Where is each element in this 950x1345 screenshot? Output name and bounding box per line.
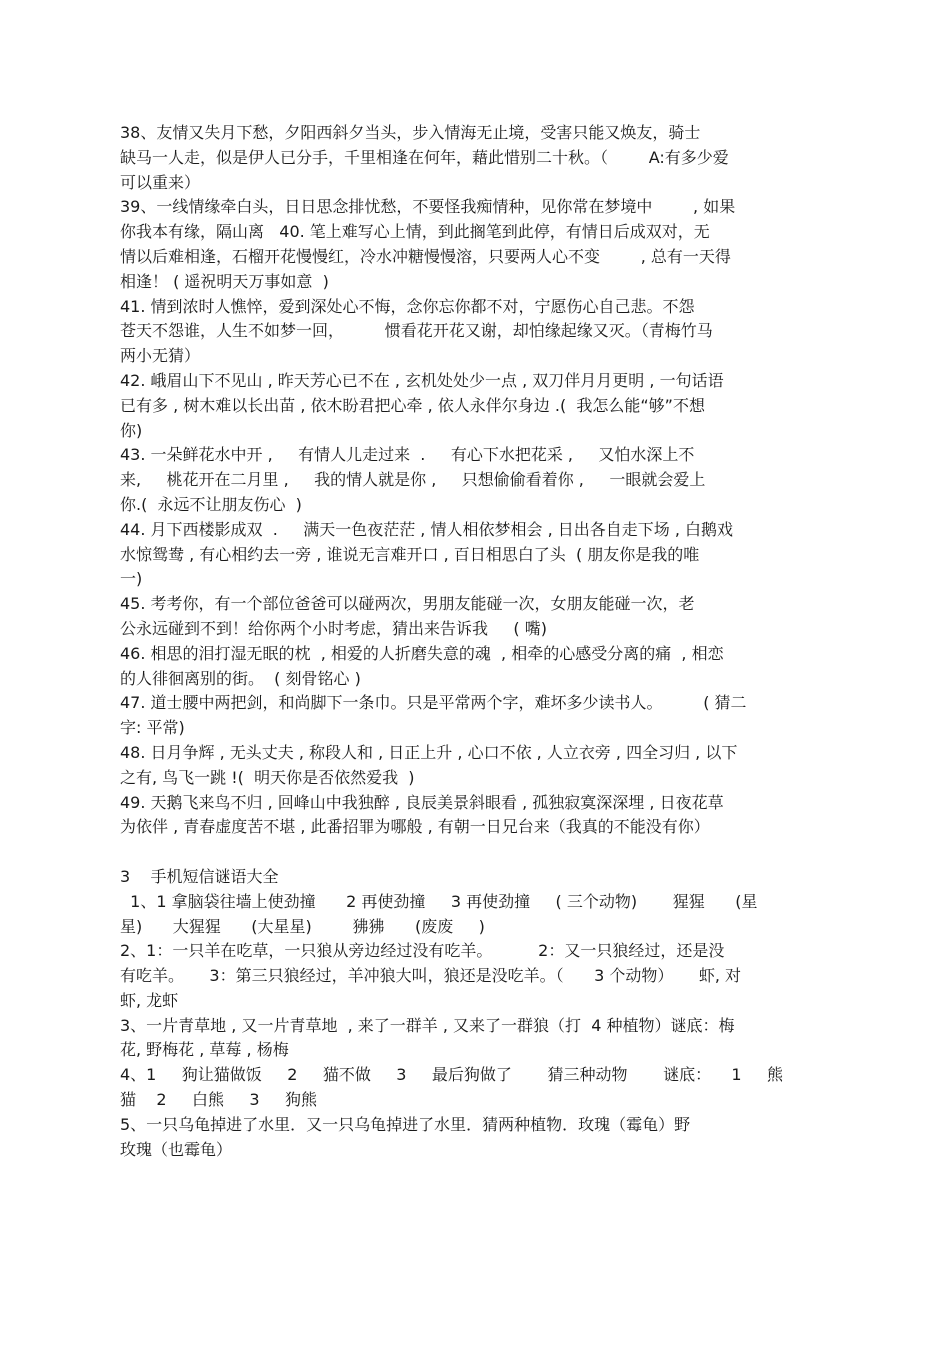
text-line: 42. 峨眉山下不见山 , 昨天芳心已不在 , 玄机处处少一点 , 双刀伴月月更明 , 一句话语 <box>120 370 724 390</box>
text-line: 花, 野梅花 , 草莓 , 杨梅 <box>120 1040 289 1060</box>
text-line: 48. 日月争辉 , 无头丈夫 , 称段人和 , 日正上升 , 心口不依 , 人立衣旁 , 四全习归 , 以下 <box>120 742 738 762</box>
text-line: 一) <box>120 569 143 589</box>
text-line: 39、一线情缘牵白头，日日思念排忧愁，不要怪我痴情种，见你常在梦境中 , 如果 <box>120 197 736 217</box>
text-line: 有吃羊。 3：第三只狼经过，羊冲狼大叫，狼还是没吃羊。（ 3 个动物） 虾, 对 <box>120 966 741 986</box>
text-line: 猫 2 白熊 3 狗熊 <box>120 1090 317 1110</box>
text-line: 4、1 狗让猫做饭 2 猫不做 3 最后狗做了 猜三种动物 谜底： 1 熊 <box>120 1065 784 1085</box>
text-line: 5、一只乌龟掉进了水里．又一只乌龟掉进了水里．猜两种植物．玫瑰（霉龟）野 <box>120 1114 691 1134</box>
text-line: 已有多 , 树木难以长出苗 , 依木盼君把心牵 , 依人永伴尔身边 .( 我怎么能“够”不想 <box>120 395 705 415</box>
text-line: 水惊鸳鸯 , 有心相约去一旁 , 谁说无言难开口 , 百日相思白了头 ( 朋友你是我的唯 <box>120 544 700 564</box>
text-line: 43. 一朵鲜花水中开 , 有情人儿走过来 . 有心下水把花采 , 又怕水深上不 <box>120 445 695 465</box>
sms-riddles-section <box>120 865 820 1163</box>
riddles-section-38-49 <box>120 121 820 840</box>
section-heading: 3 手机短信谜语大全 <box>120 866 279 886</box>
text-line: 苍天不怨谁，人生不如梦一回， 惯看花开花又谢，却怕缘起缘又灭。（青梅竹马 <box>120 321 713 341</box>
paragraph-gap <box>120 840 820 865</box>
text-line: 你我本有缘，隔山离 40. 笔上难写心上情，到此搁笔到此停，有情日后成双对，无 <box>120 222 710 242</box>
text-line: 44. 月下西楼影成双 . 满天一色夜茫茫 , 情人相依梦相会 , 日出各自走下场 , 白鹅戏 <box>120 519 733 539</box>
text-line: 之有, 鸟飞一跳 !( 明天你是否依然爱我 ) <box>120 767 415 787</box>
text-line: 虾, 龙虾 <box>120 990 179 1010</box>
text-line: 3、一片青草地 , 又一片青草地 , 来了一群羊 , 又来了一群狼（打 4 种植物）谜底：梅 <box>120 1015 735 1035</box>
text-line: 46. 相思的泪打湿无眠的枕 , 相爱的人折磨失意的魂 , 相牵的心感受分离的痛 , 相恋 <box>120 643 724 663</box>
text-line: 45. 考考你，有一个部位爸爸可以碰两次，男朋友能碰一次，女朋友能碰一次，老 <box>120 594 695 614</box>
text-line: 为依伴 , 青春虚度苦不堪 , 此番招罪为哪般 , 有朝一日兄台来（我真的不能没有你） <box>120 817 710 837</box>
text-line: 可以重来） <box>120 172 201 192</box>
text-line: 49. 天鹅飞来鸟不归 , 回峰山中我独醉 , 良辰美景斜眼看 , 孤独寂寞深深埋 , 日夜花草 <box>120 792 724 812</box>
text-line: 公永远碰到不到！给你两个小时考虑，猜出来告诉我 ( 嘴) <box>120 618 548 638</box>
text-line: 你) <box>120 420 143 440</box>
text-line: 两小无猜） <box>120 346 201 366</box>
text-line: 47. 道士腰中两把剑，和尚脚下一条巾。只是平常两个字，难坏多少读书人。 ( 猜二 <box>120 693 747 713</box>
text-line: 情以后难相逢，石榴开花慢慢红，冷水冲糖慢慢溶，只要两人心不变 , 总有一天得 <box>120 246 731 266</box>
text-line: 你.( 永远不让朋友伤心 ) <box>120 494 302 514</box>
text-line: 来, 桃花开在二月里 , 我的情人就是你 , 只想偷偷看着你 , 一眼就会爱上 <box>120 470 706 490</box>
text-line: 玫瑰（也霉龟） <box>120 1139 233 1159</box>
text-line: 字: 平常) <box>120 718 185 738</box>
text-line: 1、1 拿脑袋往墙上使劲撞 2 再使劲撞 3 再使劲撞 ( 三个动物) 猩猩 (星 <box>120 891 758 911</box>
text-line: 的人徘徊离别的街。 ( 刻骨铭心 ) <box>120 668 361 688</box>
text-line: 41. 情到浓时人憔悴，爱到深处心不悔，念你忘你都不对，宁愿伤心自己悲。不怨 <box>120 296 695 316</box>
text-line: 2、1：一只羊在吃草，一只狼从旁边经过没有吃羊。 2：又一只狼经过，还是没 <box>120 941 725 961</box>
text-line: 38、友情又失月下愁，夕阳西斜夕当头，步入情海无止境，受害只能又焕友，骑士 <box>120 123 701 142</box>
document-body <box>120 121 820 1162</box>
text-line: 相逢！ ( 遥祝明天万事如意 ) <box>120 271 329 291</box>
text-line: 缺马一人走，似是伊人已分手，千里相逢在何年，藉此惜别二十秋。（ A:有多少爱 <box>120 147 729 167</box>
text-line: 星) 大猩猩 (大星星) 狒狒 (废废 ) <box>120 916 485 936</box>
